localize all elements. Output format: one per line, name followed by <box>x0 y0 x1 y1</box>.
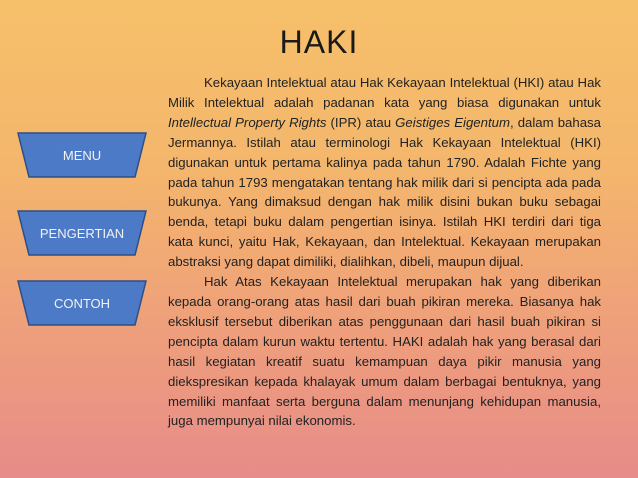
contoh-button-label: CONTOH <box>53 295 111 311</box>
menu-button[interactable] <box>17 132 147 178</box>
content-text <box>168 73 601 431</box>
paragraph-1-text-c: , dalam bahasa Jermannya. Istilah atau terminologi Hak Kekayaan Intelektual (HKI) digunakan untuk pertama kalinya pada tahun 1790. Adalah Fichte yang pada tahun 1793 mengatakan tentang hak milik dari si pencipta ada pada bukunya. Yang dimaksud dengan hak milik disini bukan buku sebagai benda, tetapi buku dalam pengertian isinya. Istilah HKI terdiri dari tiga kata kunci, yaitu Hak, Kekayaan, dan Intelektual. Kekayaan merupakan abstraksi yang dapat dimiliki, dialihkan, dibeli, maupun dijual. <box>168 114 601 270</box>
paragraph-1-text-a: Kekayaan Intelektual atau Hak Kekayaan Intelektual (HKI) atau Hak Milik Intelektual adalah padanan kata yang biasa digunakan untuk <box>168 75 601 110</box>
pengertian-button-label: PENGERTIAN <box>39 225 125 241</box>
paragraph-2: Hak Atas Kekayaan Intelektual merupakan hak yang diberikan kepada orang-orang atas hasil dari buah pikiran mereka. Biasanya hak eksklusif tersebut diberikan atas penggunaan dari hasil buah pikiran si pencipta dalam kurun waktu tertentu. HAKI adalah hak yang berasal dari hasil kegiatan kreatif suatu kemampuan daya pikir manusia yang diekspresikan kepada khalayak umum dalam berbagai bentuknya, yang memiliki manfaat serta berguna dalam menunjang kehidupan manusia, juga mempunyai nilai ekonomis. <box>168 274 601 429</box>
paragraph-1 <box>168 73 601 272</box>
contoh-button[interactable] <box>17 280 147 326</box>
paragraph-1-text-b: (IPR) atau <box>326 114 396 130</box>
page-title: HAKI <box>279 24 359 60</box>
menu-button-label: MENU <box>62 147 102 163</box>
paragraph-1-italic-term-2: Geistiges Eigentum <box>395 114 510 130</box>
pengertian-button[interactable] <box>17 210 147 256</box>
paragraph-1-italic-term-1: Intellectual Property Rights <box>168 114 327 130</box>
